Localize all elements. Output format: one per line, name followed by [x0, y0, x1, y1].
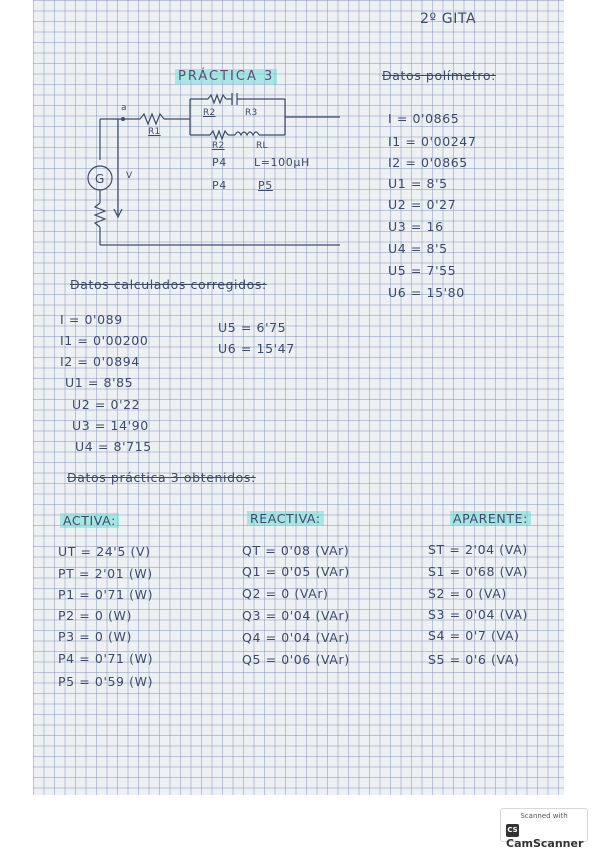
circuit-node-a: a [121, 103, 127, 113]
polimetro-value: U5 = 7'55 [388, 263, 457, 278]
circuit-label-r2-top: R2 [203, 108, 216, 118]
page-title: PRÁCTICA 3 [175, 70, 277, 83]
activa-heading: ACTIVA: [60, 515, 119, 528]
course-label: 2º GITA [420, 11, 477, 27]
calculado-value: I2 = 0'0894 [60, 354, 140, 369]
calculado-value: U4 = 8'715 [75, 439, 152, 454]
polimetro-value: U2 = 0'27 [388, 197, 457, 212]
aparente-heading: APARENTE: [450, 513, 531, 526]
aparente-value: S5 = 0'6 (VA) [428, 652, 520, 667]
calculado-value: U5 = 6'75 [218, 320, 287, 335]
polimetro-value: I1 = 0'00247 [388, 134, 477, 149]
reactiva-value: Q5 = 0'06 (VAr) [242, 652, 350, 667]
polimetro-value: I2 = 0'0865 [388, 155, 468, 170]
activa-value: P1 = 0'71 (W) [58, 587, 154, 602]
activa-value: P4 = 0'71 (W) [58, 651, 154, 666]
polimetro-value: U4 = 8'5 [388, 241, 448, 256]
reactiva-value: Q3 = 0'04 (VAr) [242, 608, 350, 623]
calculado-value: U1 = 8'85 [65, 375, 134, 390]
circuit-label-p4-lower: P4 [212, 179, 227, 192]
calculado-value: U6 = 15'47 [218, 341, 295, 356]
aparente-value: ST = 2'04 (VA) [428, 542, 528, 557]
camscanner-logo-icon: CS [506, 824, 519, 837]
calculado-value: I = 0'089 [60, 312, 123, 327]
aparente-value: S1 = 0'68 (VA) [428, 564, 529, 579]
circuit-label-r2: R2 [212, 141, 225, 151]
activa-value: P2 = 0 (W) [58, 608, 132, 623]
camscanner-watermark [500, 808, 588, 850]
circuit-label-r3-top: R3 [245, 108, 258, 118]
reactiva-value: QT = 0'08 (VAr) [242, 543, 350, 558]
calculado-value: U3 = 14'90 [72, 418, 149, 433]
activa-value: PT = 2'01 (W) [58, 566, 153, 581]
polimetro-heading: Datos polímetro: [382, 68, 496, 83]
circuit-label-p4: P4 [212, 156, 227, 169]
reactiva-value: Q4 = 0'04 (VAr) [242, 630, 350, 645]
activa-value: P5 = 0'59 (W) [58, 674, 154, 689]
aparente-value: S4 = 0'7 (VA) [428, 628, 520, 643]
polimetro-value: U6 = 15'80 [388, 285, 465, 300]
obtenidos-heading: Datos práctica 3 obtenidos: [67, 470, 256, 485]
activa-value: UT = 24'5 (V) [58, 544, 151, 559]
reactiva-value: Q2 = 0 (VAr) [242, 586, 329, 601]
reactiva-value: Q1 = 0'05 (VAr) [242, 564, 350, 579]
calculados-heading: Datos calculados corregidos: [70, 277, 267, 292]
circuit-source-label: G [95, 172, 105, 186]
circuit-label-r1: R1 [148, 127, 161, 137]
calculado-value: U2 = 0'22 [72, 397, 141, 412]
scanned-with-caption: Scanned with [520, 812, 568, 820]
aparente-value: S3 = 0'04 (VA) [428, 607, 529, 622]
circuit-label-p5: P5 [258, 179, 273, 192]
circuit-label-l: L=100µH [254, 156, 310, 169]
polimetro-value: U3 = 16 [388, 219, 444, 234]
activa-value: P3 = 0 (W) [58, 629, 132, 644]
circuit-voltage-label: V [126, 171, 133, 181]
circuit-label-rl: RL [256, 141, 268, 151]
reactiva-heading: REACTIVA: [247, 513, 324, 526]
aparente-value: S2 = 0 (VA) [428, 586, 507, 601]
polimetro-value: I = 0'0865 [388, 111, 460, 126]
polimetro-value: U1 = 8'5 [388, 176, 448, 191]
camscanner-brand: CamScanner [506, 836, 584, 850]
calculado-value: I1 = 0'00200 [60, 333, 149, 348]
